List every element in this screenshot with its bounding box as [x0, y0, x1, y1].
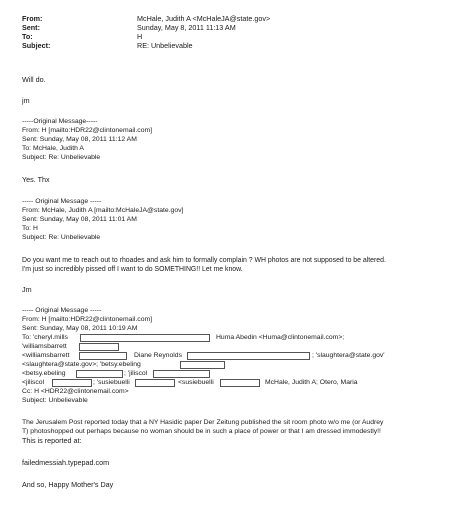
from-label: From:: [22, 14, 43, 23]
msg2-sent: Sent: Sunday, May 08, 2011 11:12 AM: [22, 136, 137, 143]
to-label: To:: [22, 32, 33, 41]
redaction-box: [187, 352, 310, 360]
redaction-box: [220, 379, 260, 387]
msg4-to-line3-start: <williamsbarrett: [22, 352, 70, 359]
msg3-body-line1: Do you want me to reach out to rhoades and ask him to formally complain ? WH photos are not supposed to be altered.: [22, 257, 386, 264]
msg4-to-line5-mid: ; 'jiliscol: [124, 370, 148, 377]
msg3-to: To: H: [22, 225, 38, 232]
redaction-box: [76, 370, 123, 378]
msg3-sent: Sent: Sunday, May 08, 2011 11:01 AM: [22, 216, 137, 223]
msg4-to-line6-start: <jiliscol: [22, 379, 45, 386]
reply-body: Will do.: [22, 75, 46, 84]
redaction-box: [153, 370, 210, 378]
msg3-signature: Jm: [22, 285, 32, 294]
msg4-closing: And so, Happy Mother's Day: [22, 480, 114, 489]
subject-value: RE: Unbelievable: [137, 41, 193, 50]
redaction-box: [79, 343, 119, 351]
msg4-to-line3-end: ; 'slaughtera@state.gov': [312, 352, 385, 359]
msg4-to-line3-mid: Diane Reynolds: [134, 352, 182, 359]
msg4-body-line3: This is reported at:: [22, 436, 82, 445]
from-value: McHale, Judith A <McHaleJA@state.gov>: [137, 14, 271, 23]
original-message-separator: ----- Original Message -----: [22, 307, 102, 314]
msg3-body-line2: I'm just so incredibly pissed off I want to do SOMETHING!! Let me know.: [22, 266, 243, 273]
msg4-body-line2: T) photoshopped out perhaps because no woman should be in such a place of power or that I am dressed immodestly!!: [22, 428, 381, 435]
sent-label: Sent:: [22, 23, 40, 32]
original-message-separator: -----Original Message-----: [22, 118, 98, 125]
sent-value: Sunday, May 8, 2011 11:13 AM: [137, 23, 236, 32]
original-message-separator: ----- Original Message -----: [22, 198, 102, 205]
subject-label: Subject:: [22, 41, 51, 50]
msg4-subject: Subject: Unbelievable: [22, 397, 88, 404]
msg4-to-line5-start: <betsy.ebeling: [22, 370, 66, 377]
msg4-from: From: H [mailto:HDR22@clintonemail.com]: [22, 316, 153, 323]
msg4-to-line6-mid2: <susiebuelli: [178, 379, 214, 386]
msg4-to-line6-mid1: ; 'susiebuelli: [93, 379, 130, 386]
msg4-to-line1-end: Huma Abedin <Huma@clintonemail.com>;: [216, 334, 345, 341]
redaction-box: [180, 361, 225, 369]
msg4-to-line1-start: To: 'cheryl.mills: [22, 334, 68, 341]
redaction-box: [79, 352, 127, 360]
msg3-subject: Subject: Re: Unbelievable: [22, 234, 101, 241]
msg2-to: To: McHale, Judith A: [22, 145, 84, 152]
msg2-body: Yes. Thx: [22, 175, 50, 184]
redaction-box: [52, 379, 92, 387]
msg4-to-line4: <slaughtera@state.gov>; 'betsy.ebeling: [22, 361, 141, 368]
msg4-sent: Sent: Sunday, May 08, 2011 10:19 AM: [22, 325, 138, 332]
msg4-link: failedmessiah.typepad.com: [22, 458, 110, 467]
msg4-to-line6-end: McHale, Judith A; Otero, Maria: [265, 379, 358, 386]
msg3-from: From: McHale, Judith A [mailto:McHaleJA@state.gov]: [22, 207, 184, 214]
redaction-box: [135, 379, 175, 387]
redaction-box: [80, 334, 210, 342]
to-value: H: [137, 32, 143, 41]
msg4-body-line1: The Jerusalem Post reported today that a NY Hasidic paper Der Zeitung published the sit room photo w/o me (or Audrey: [22, 419, 384, 426]
msg4-to-line2: 'williamsbarrett: [22, 343, 67, 350]
msg4-cc: Cc: H <HDR22@clintonemail.com>: [22, 388, 129, 395]
msg2-subject: Subject: Re: Unbelievable: [22, 154, 101, 161]
msg2-from: From: H [mailto:HDR22@clintonemail.com]: [22, 127, 153, 134]
reply-signature: jm: [22, 96, 30, 105]
